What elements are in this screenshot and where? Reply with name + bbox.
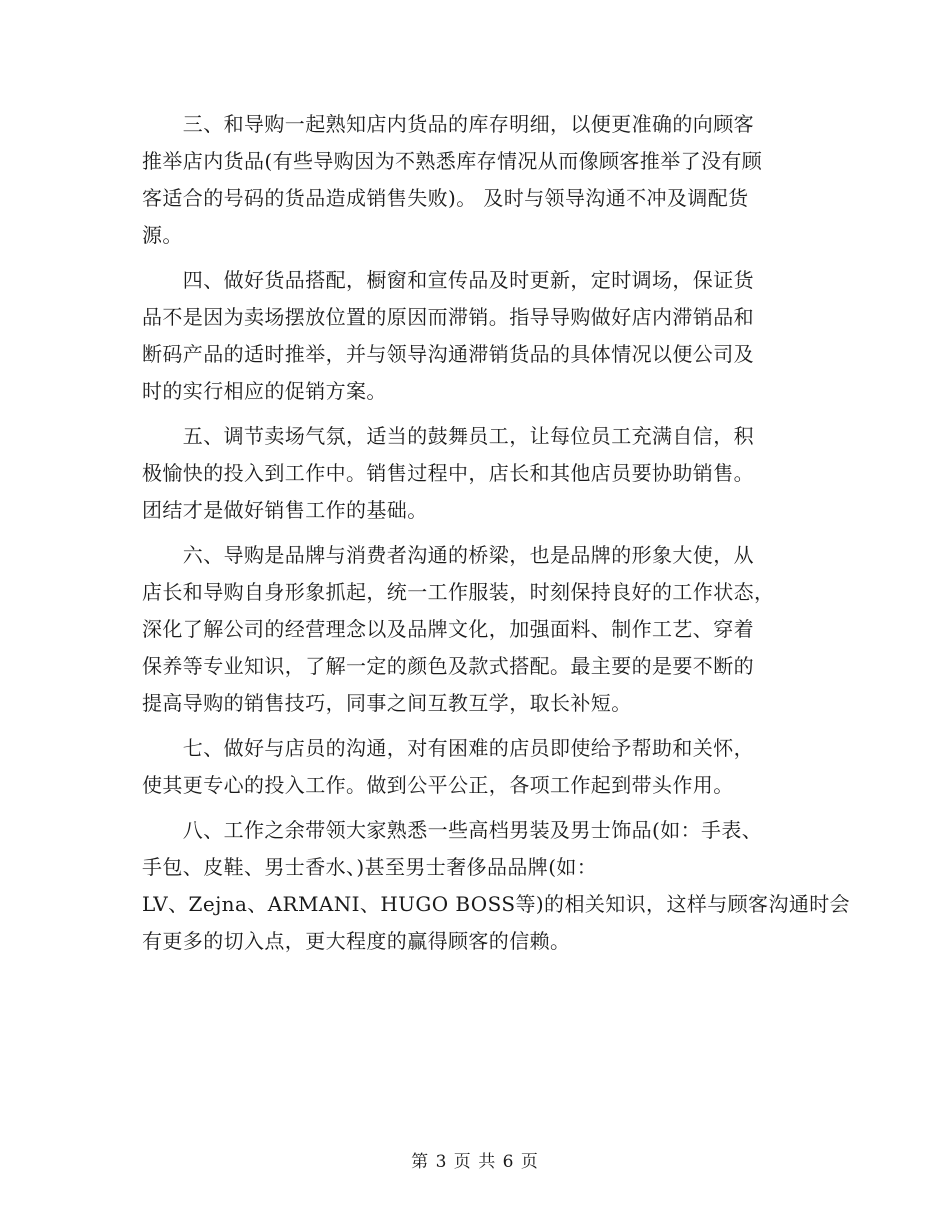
paragraph-3 [142, 106, 810, 254]
text-line: 有更多的切入点，更大程度的赢得顾客的信赖。 [142, 929, 571, 953]
text-line: 断码产品的适时推举，并与领导沟通滞销货品的具体情况以便公司及 [142, 342, 754, 366]
text-line: 时的实行相应的促销方案。 [142, 379, 387, 403]
text-line: 五、调节卖场气氛，适当的鼓舞员工，让每位员工充满自信，积 [142, 424, 754, 448]
text-line: 深化了解公司的经营理念以及品牌文化，加强面料、制作工艺、穿着 [142, 617, 754, 641]
text-line: 四、做好货品搭配，橱窗和宣传品及时更新，定时调场，保证货 [142, 268, 754, 292]
text-line: 三、和导购一起熟知店内货品的库存明细，以便更准确的向顾客 [142, 112, 754, 136]
text-line: 推举店内货品(有些导购因为不熟悉库存情况从而像顾客推举了没有顾 [142, 149, 763, 173]
text-line: 保养等专业知识，了解一定的颜色及款式搭配。最主要的是要不断的 [142, 654, 754, 678]
page-number-footer: 第 3 页 共 6 页 [411, 1152, 539, 1172]
text-line: 使其更专心的投入工作。做到公平公正，各项工作起到带头作用。 [142, 773, 734, 797]
paragraph-8 [142, 812, 851, 960]
paragraph-5 [142, 418, 810, 529]
document-body [142, 106, 851, 968]
text-line: 店长和导购自身形象抓起，统一工作服装，时刻保持良好的工作状态， [142, 580, 775, 604]
text-line: 团结才是做好销售工作的基础。 [142, 498, 428, 522]
text-line: 八、工作之余带领大家熟悉一些高档男装及男士饰品(如：手表、 [142, 818, 763, 842]
text-line: 提高导购的销售技巧，同事之间互教互学，取长补短。 [142, 691, 632, 715]
text-line: 品不是因为卖场摆放位置的原因而滞销。指导导购做好店内滞销品和 [142, 305, 754, 329]
text-line: 七、做好与店员的沟通，对有困难的店员即使给予帮助和关怀， [142, 736, 754, 760]
text-line: 六、导购是品牌与消费者沟通的桥梁，也是品牌的形象大使，从 [142, 543, 754, 567]
text-line: 极愉快的投入到工作中。销售过程中，店长和其他店员要协助销售。 [142, 461, 754, 485]
text-line: LV、Zejna、ARMANI、HUGO BOSS等)的相关知识，这样与顾客沟通时会 [142, 892, 851, 916]
paragraph-6 [142, 537, 810, 722]
paragraph-7 [142, 730, 810, 804]
text-line: 源。 [142, 223, 183, 247]
paragraph-4 [142, 262, 810, 410]
text-line: 手包、皮鞋、男士香水、)甚至男士奢侈品品牌(如： [142, 855, 598, 879]
text-line: 客适合的号码的货品造成销售失败)。 及时与领导沟通不冲及调配货 [142, 186, 749, 210]
